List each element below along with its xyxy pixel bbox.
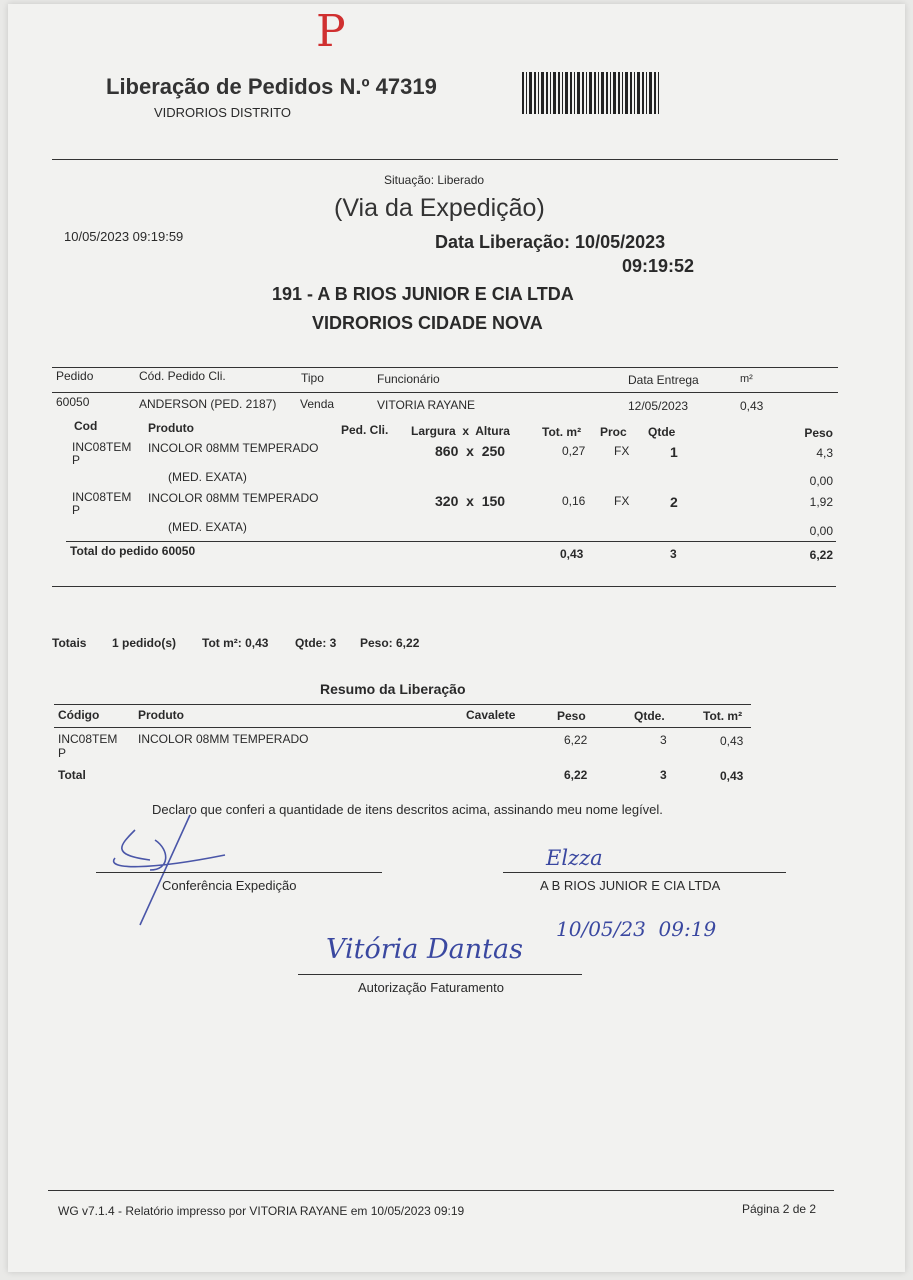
summary-col-produto: Produto xyxy=(138,708,184,722)
footer-divider xyxy=(48,1190,834,1191)
summary-row-tot-m2: 0,43 xyxy=(720,734,744,748)
summary-total-label: Total xyxy=(58,768,86,782)
order-cod-pedido-cli: ANDERSON (PED. 2187) xyxy=(139,397,277,411)
col-tipo: Tipo xyxy=(301,371,324,385)
item-peso: 1,92 xyxy=(809,495,833,509)
footer-page-number: Página 2 de 2 xyxy=(742,1202,817,1216)
order-pedido: 60050 xyxy=(56,395,90,409)
conferencia-label: Conferência Expedição xyxy=(162,878,297,893)
client-signature-line xyxy=(503,872,786,873)
col-pedido: Pedido xyxy=(56,369,94,383)
client-signature: Elzza xyxy=(546,846,603,870)
col-m2: m² xyxy=(740,373,753,385)
authorization-signature: Vitória Dantas xyxy=(326,934,523,965)
footer-report-info: WG v7.1.4 - Relatório impresso por VITORIA RAYANE em 10/05/2023 09:19 xyxy=(58,1204,465,1218)
order-tipo: Venda xyxy=(300,397,335,411)
declaration-text: Declaro que conferi a quantidade de itens descritos acima, assinando meu nome legível. xyxy=(152,802,663,817)
summary-row-codigo-suffix: P xyxy=(58,746,67,760)
item-cod: INC08TEM xyxy=(72,440,132,454)
summary-title: Resumo da Liberação xyxy=(320,681,466,697)
item-dimensions: 860 x 250 xyxy=(435,443,506,459)
conferencia-line xyxy=(96,872,382,873)
client-store: VIDRORIOS CIDADE NOVA xyxy=(312,313,543,333)
items-col-cod: Cod xyxy=(74,419,98,433)
client-signature-label: A B RIOS JUNIOR E CIA LTDA xyxy=(540,878,721,893)
via-title: (Via da Expedição) xyxy=(334,194,545,222)
order-total-label: Total do pedido 60050 xyxy=(70,544,196,558)
authorization-line xyxy=(298,974,582,975)
order-total-tot-m2: 0,43 xyxy=(560,547,584,561)
col-data-entrega: Data Entrega xyxy=(628,373,699,387)
order-funcionario: VITORIA RAYANE xyxy=(377,398,476,412)
summary-header-divider xyxy=(54,727,751,728)
order-total-peso: 6,22 xyxy=(809,548,833,562)
col-cod-pedido-cli: Cód. Pedido Cli. xyxy=(139,369,226,383)
document-title: Liberação de Pedidos N.º 47319 xyxy=(106,74,437,99)
items-col-proc: Proc xyxy=(600,425,627,439)
item-qtde: 1 xyxy=(670,444,678,460)
summary-total-qtde: 3 xyxy=(660,768,667,782)
order-top-divider xyxy=(52,367,838,368)
summary-col-codigo: Código xyxy=(58,708,100,722)
release-time: 09:19:52 xyxy=(622,256,695,276)
item-cod-suffix: P xyxy=(72,453,81,467)
totals-tot-m2: Tot m²: 0,43 xyxy=(202,636,269,650)
totals-qtde: Qtde: 3 xyxy=(295,636,337,650)
item-qtde: 2 xyxy=(670,494,678,510)
status-text: Situação: Liberado xyxy=(384,173,485,187)
header-divider xyxy=(52,159,838,160)
items-col-largura-altura: Largura x Altura xyxy=(411,424,510,438)
totals-label: Totais xyxy=(52,636,87,650)
handwritten-date: 10/05/23 09:19 xyxy=(556,917,717,941)
summary-col-tot-m2: Tot. m² xyxy=(703,709,743,723)
summary-total-tot-m2: 0,43 xyxy=(720,769,744,783)
handwritten-mark-p: P xyxy=(316,6,346,57)
summary-col-cavalete: Cavalete xyxy=(466,708,516,722)
items-col-ped-cli: Ped. Cli. xyxy=(341,423,389,437)
item-proc: FX xyxy=(614,494,630,508)
summary-top-divider xyxy=(54,704,751,705)
item-dimensions: 320 x 150 xyxy=(435,493,506,509)
items-col-produto: Produto xyxy=(148,421,194,435)
order-total-qtde: 3 xyxy=(670,547,677,561)
items-col-tot-m2: Tot. m² xyxy=(542,425,582,439)
release-date: Data Liberação: 10/05/2023 xyxy=(435,232,666,252)
item-cod: INC08TEM xyxy=(72,490,132,504)
order-m2: 0,43 xyxy=(740,399,764,413)
summary-col-qtde: Qtde. xyxy=(634,709,665,723)
print-datetime: 10/05/2023 09:19:59 xyxy=(64,229,184,244)
item-tot-m2: 0,16 xyxy=(562,494,586,508)
items-col-peso: Peso xyxy=(804,426,833,440)
summary-row-peso: 6,22 xyxy=(564,733,588,747)
company-name: VIDRORIOS DISTRITO xyxy=(154,105,291,120)
summary-row-produto: INCOLOR 08MM TEMPERADO xyxy=(138,732,309,746)
item-obs-peso: 0,00 xyxy=(809,474,833,488)
item-peso: 4,3 xyxy=(816,446,833,460)
col-funcionario: Funcionário xyxy=(377,372,440,386)
order-header-divider xyxy=(52,392,838,393)
signature-scribble xyxy=(90,810,250,940)
item-produto: INCOLOR 08MM TEMPERADO xyxy=(148,491,319,505)
summary-row-codigo: INC08TEM xyxy=(58,732,118,746)
totals-peso: Peso: 6,22 xyxy=(360,636,420,650)
item-obs-peso: 0,00 xyxy=(809,524,833,538)
summary-col-peso: Peso xyxy=(557,709,586,723)
items-col-qtde: Qtde xyxy=(648,425,676,439)
order-bottom-divider xyxy=(52,586,836,587)
item-tot-m2: 0,27 xyxy=(562,444,586,458)
summary-row-qtde: 3 xyxy=(660,733,667,747)
order-total-divider xyxy=(66,541,836,542)
totals-pedidos: 1 pedido(s) xyxy=(112,636,177,650)
order-data-entrega: 12/05/2023 xyxy=(628,399,689,413)
barcode xyxy=(522,72,660,114)
item-obs: (MED. EXATA) xyxy=(168,520,247,534)
item-produto: INCOLOR 08MM TEMPERADO xyxy=(148,441,319,455)
item-obs: (MED. EXATA) xyxy=(168,470,247,484)
item-cod-suffix: P xyxy=(72,503,81,517)
item-proc: FX xyxy=(614,444,630,458)
authorization-label: Autorização Faturamento xyxy=(358,980,504,995)
summary-total-peso: 6,22 xyxy=(564,768,588,782)
client-name: 191 - A B RIOS JUNIOR E CIA LTDA xyxy=(272,284,574,304)
